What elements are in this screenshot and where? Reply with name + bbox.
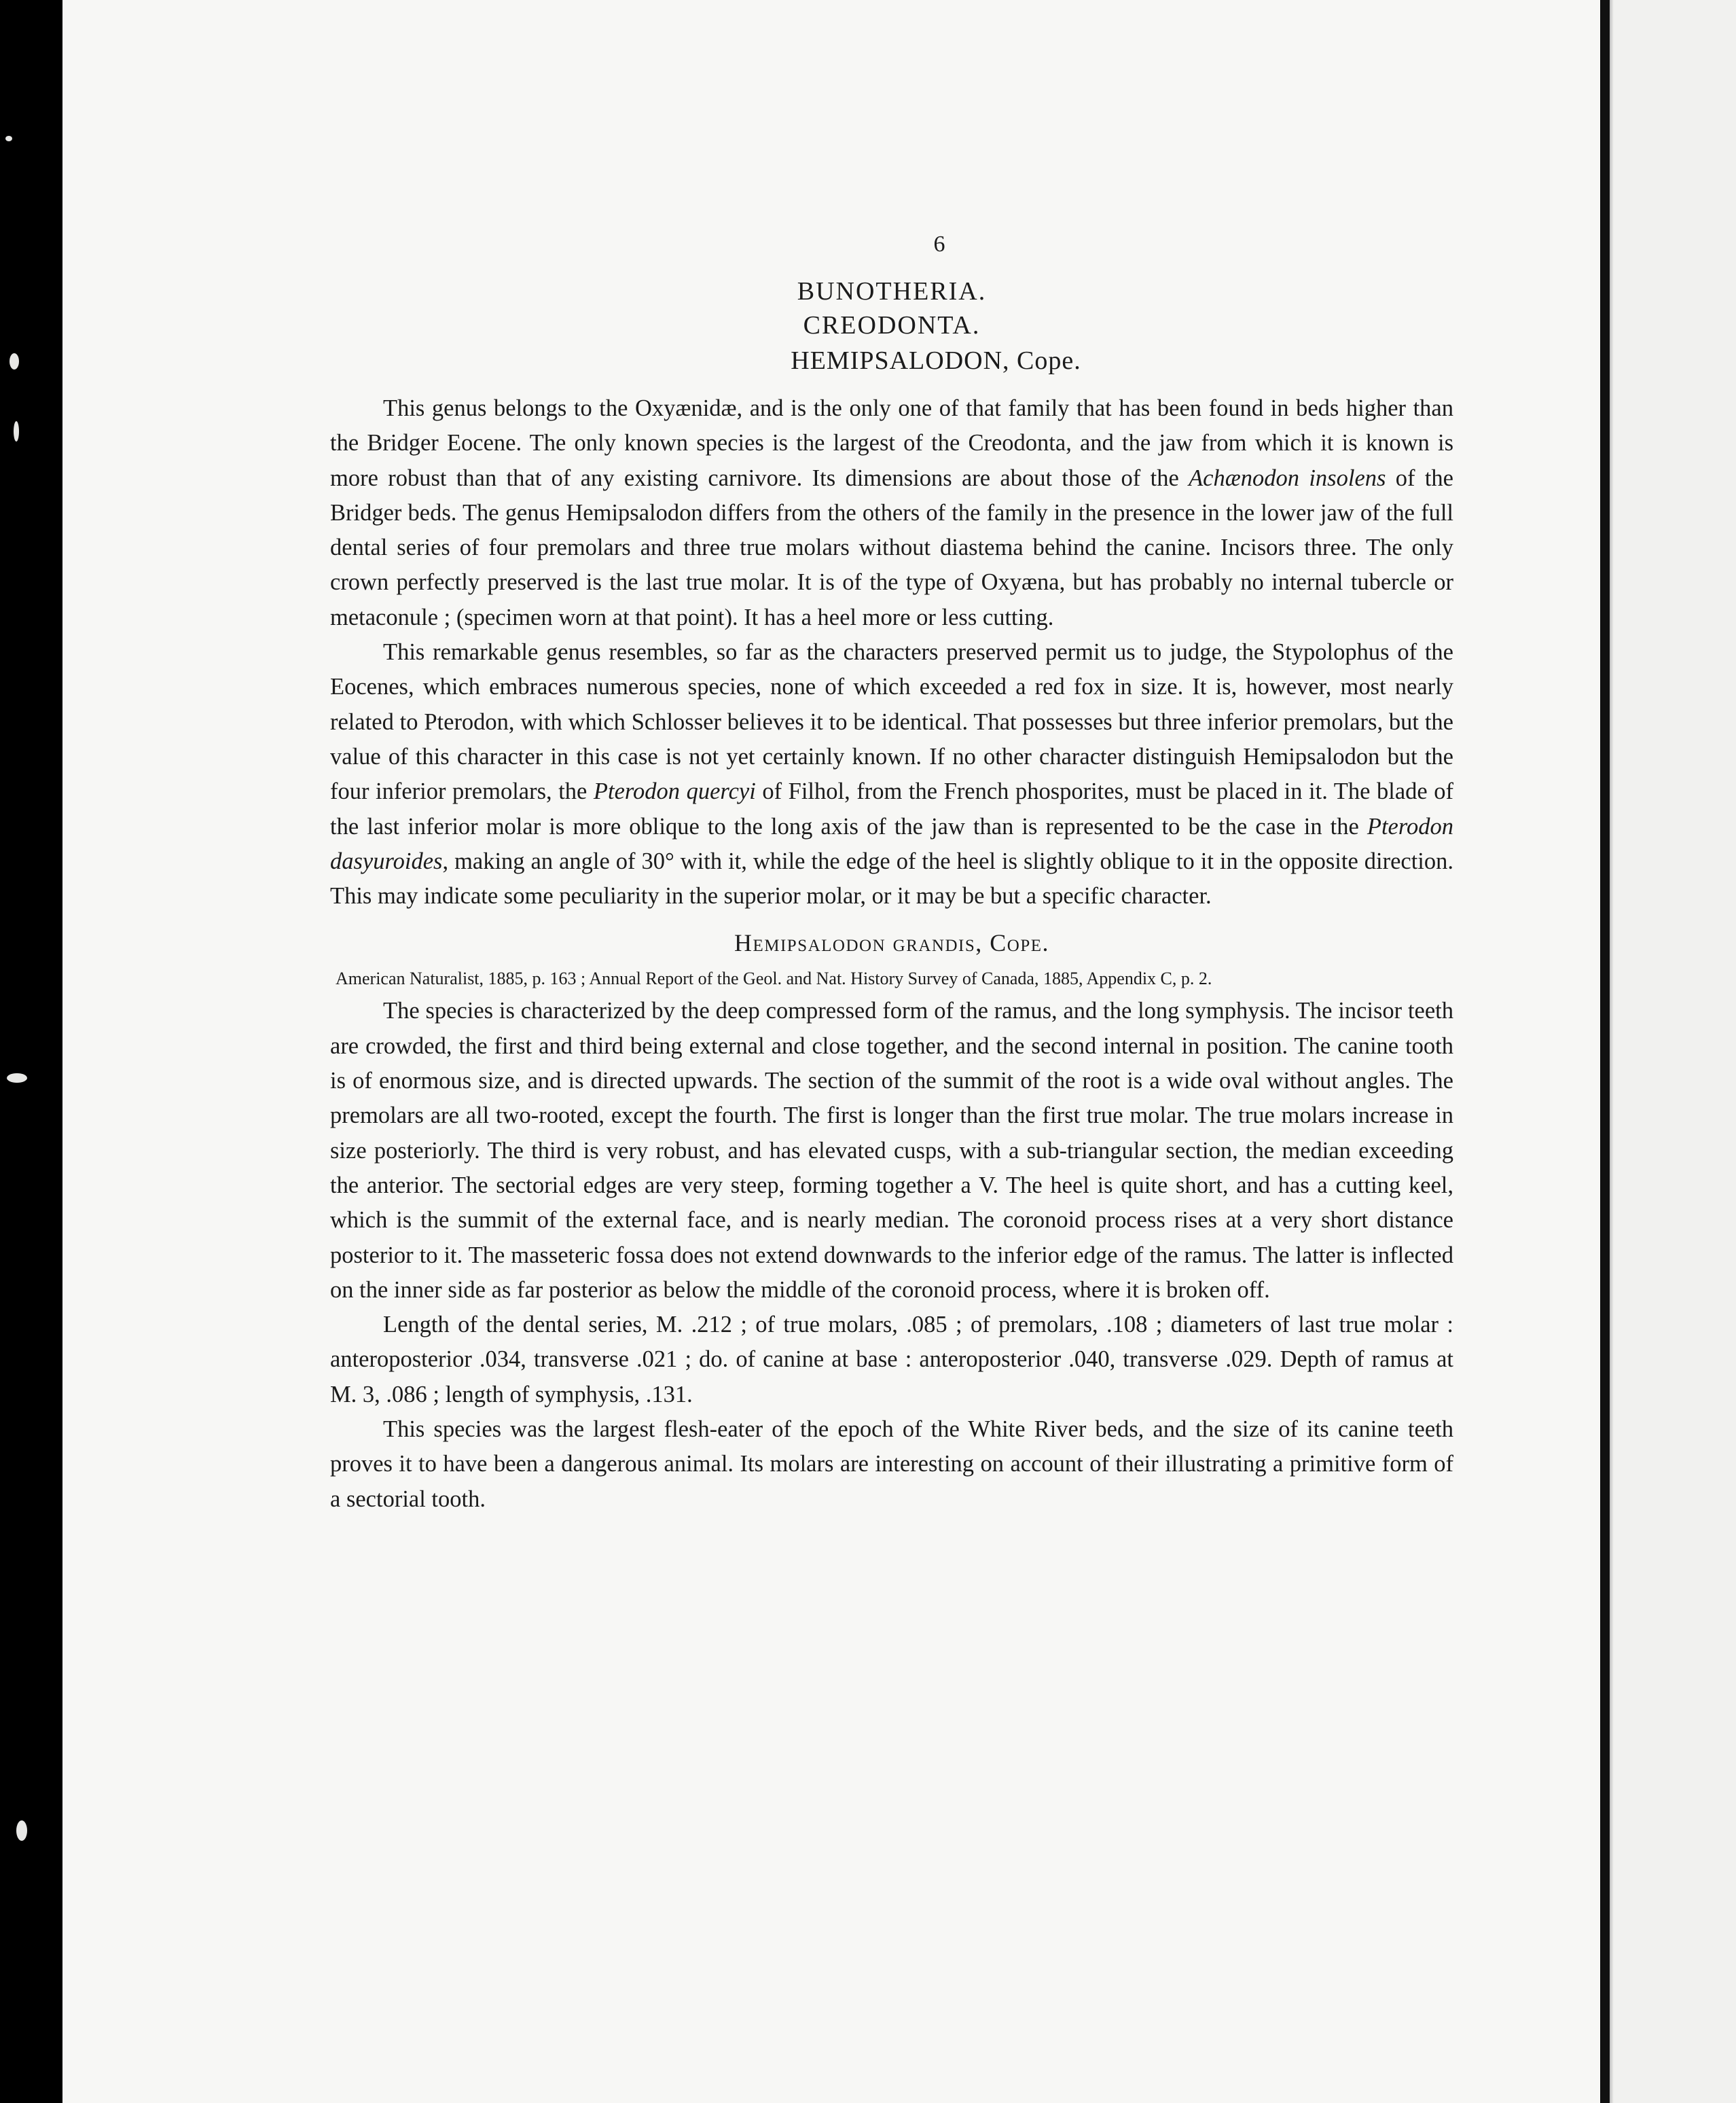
scanned-page [62, 0, 1600, 2103]
page-number: 6 [933, 232, 945, 257]
genus-description-paragraph [330, 391, 1453, 635]
suborder-heading: CREODONTA. [803, 311, 981, 340]
species-description-paragraph: The species is characterized by the deep compressed form of the ramus, and the long symphysis. The incisor teeth are crowded, the first and third being external and close together, and the second internal in position. The canine tooth is of enormous size, and is directed upwards. The section of the summit of the root is a wide oval without angles. The premolars are all two-rooted, except the fourth. The first is longer than the first true molar. The true molars increase in size posteriorly. The third is very robust, and has elevated cusps, with a sub-triangular section, the median exceeding the anterior. The sectorial edges are very steep, forming together a V. The heel is quite short, and has a cutting keel, which is the summit of the external face, and is nearly median. The coronoid process rises at a very short distance posterior to it. The masseteric fossa does not extend downwards to the inferior edge of the ramus. The latter is inflected on the inner side as far posterior as below the middle of the coronoid process, where it is broken off. [330, 998, 1453, 1303]
scan-speck [5, 136, 12, 141]
text-run: of the Bridger beds. The genus Hemipsalodon differs from the others of the family in the presence in the lower jaw of the full dental series of four premolars and three true molars without diastema behind the canine. Incisors three. The only crown perfectly preserved is the last true molar. It is of the type of Oxyæna, but has probably no internal tubercle or metaconule ; (specimen worn at that point). It has a heel more or less cutting. [330, 465, 1453, 630]
italic-taxon: Achænodon insolens [1189, 465, 1386, 491]
genus-heading: HEMIPSALODON, Cope. [791, 346, 1081, 375]
order-heading: BUNOTHERIA. [797, 277, 987, 306]
scan-speck [16, 1820, 27, 1841]
page-content [330, 231, 1453, 1517]
genus-comparison-paragraph [330, 635, 1453, 914]
text-run: of Filhol, from the French phosporites, must be placed in it. The blade of the last inferior molar is more oblique to the long axis of the jaw than is represented to be the case in the [330, 778, 1453, 840]
measurements-paragraph: Length of the dental series, M. .212 ; of true molars, .085 ; of premolars, .108 ; diameters of last true molar : anteroposterior .034, transverse .021 ; do. of canine at base : anteroposterior .040, transverse .029. Depth of ramus at M. 3, .086 ; length of symphysis, .131. [330, 1312, 1453, 1407]
text-run: This remarkable genus resembles, so far as the characters preserved permit us to judge, the Stypolophus of the Eocenes, which embraces numerous species, none of which exceeded a red fox in size. It is, however, most nearly related to Pterodon, with which Schlosser believes it to be identical. That possesses but three inferior premolars, but the value of this character in this case is not yet certainly known. If no other character distinguish Hemipsalodon but the four inferior premolars, the [330, 639, 1453, 805]
text-run: This genus belongs to the Oxyænidæ, and is the only one of that family that has been found in beds higher than the Bridger Eocene. The only known species is the largest of the Creodonta, and the jaw from which it is known is more robust than that of any existing carnivore. Its dimensions are about those of the [330, 395, 1453, 491]
page-edge-shadow [1600, 0, 1610, 2103]
species-heading: Hemipsalodon grandis, Cope. [734, 929, 1050, 957]
scan-speck [14, 421, 19, 442]
page-fold [1610, 0, 1614, 2103]
scan-speck [10, 353, 19, 370]
adjacent-page-edge [1610, 0, 1736, 2103]
italic-taxon: Pterodon dasyuroides [330, 813, 1453, 874]
scan-speck [7, 1073, 27, 1083]
citation: American Naturalist, 1885, p. 163 ; Annual Report of the Geol. and Nat. History Survey of Canada, 1885, Appendix C, p. 2. [336, 969, 1212, 989]
closing-paragraph: This species was the largest flesh-eater of the epoch of the White River beds, and the size of its canine teeth proves it to have been a dangerous animal. Its molars are interesting on account of their illustrating a primitive form of a sectorial tooth. [330, 1416, 1453, 1512]
italic-taxon: Pterodon quercyi [593, 778, 756, 805]
text-run: , making an angle of 30° with it, while the edge of the heel is slightly oblique to it in the opposite direction. This may indicate some peculiarity in the superior molar, or it may be but a specific character. [330, 848, 1453, 910]
